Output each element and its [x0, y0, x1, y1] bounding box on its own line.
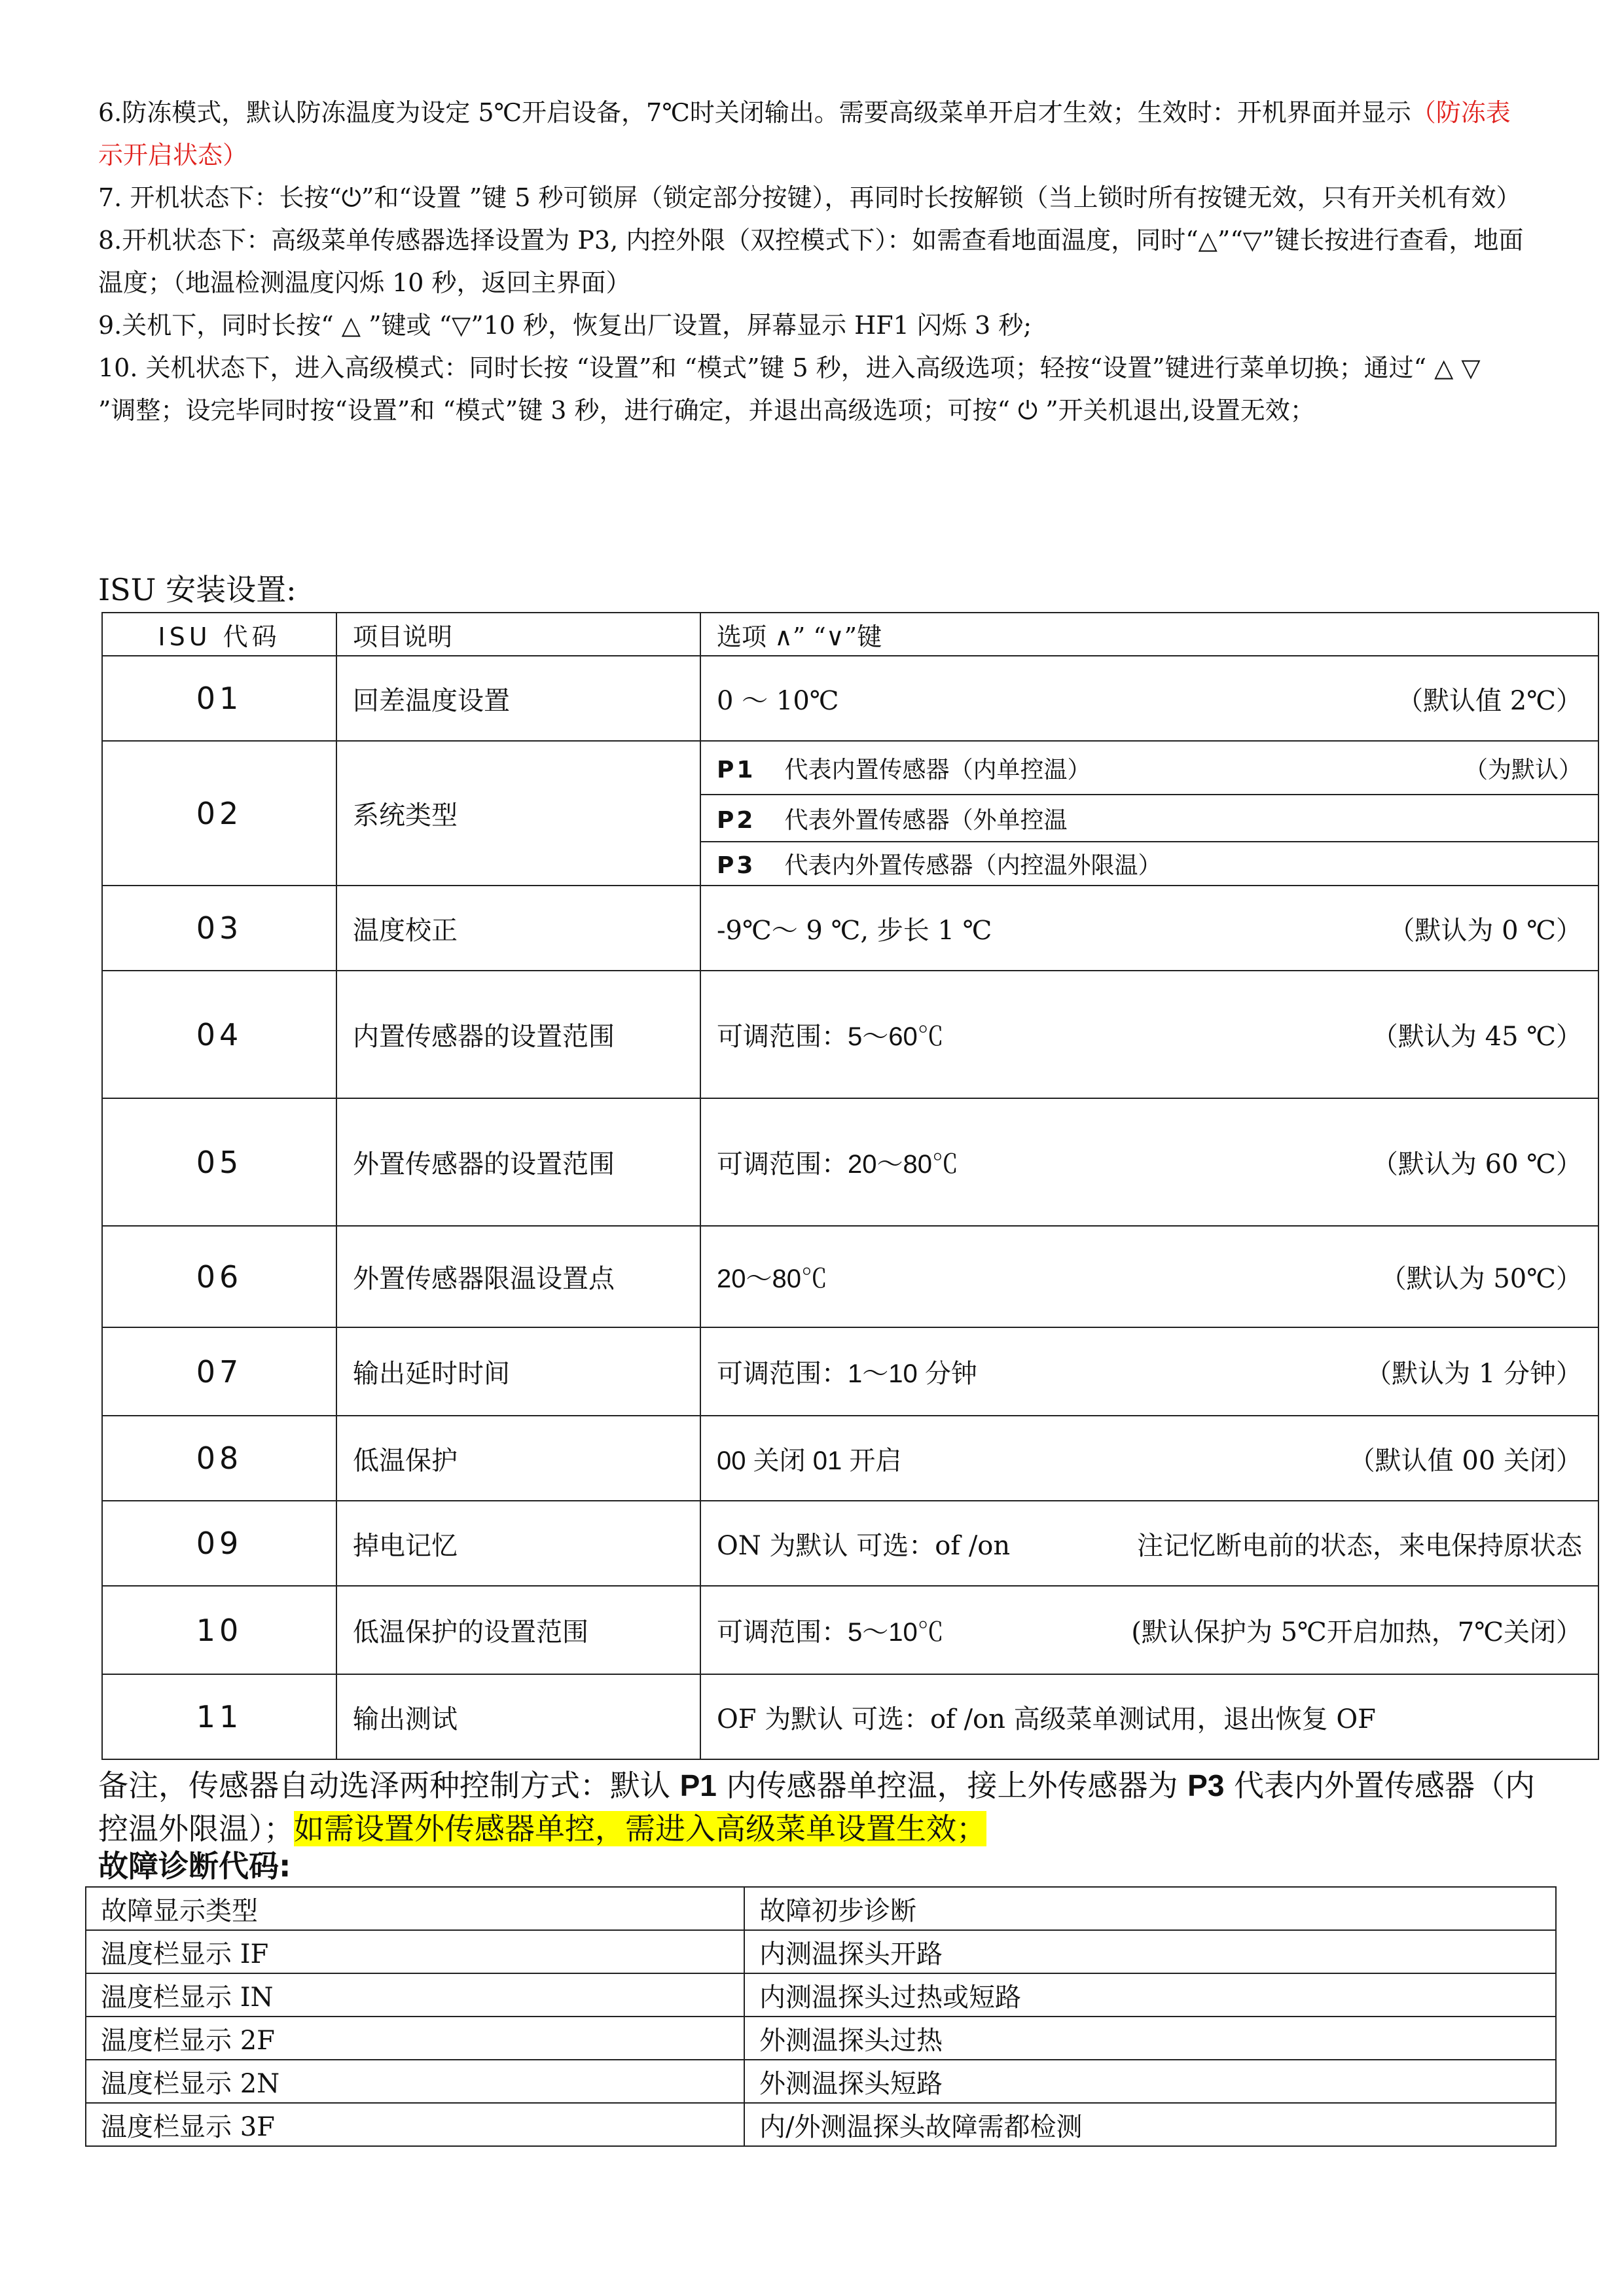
- option-default-text: （默认为 45 ℃）: [1371, 1022, 1582, 1052]
- isu-table-row: [102, 1226, 1598, 1327]
- isu-table-row: [102, 1098, 1598, 1226]
- fault-display-type: 温度栏显示 2F: [86, 2017, 744, 2060]
- option-default-text: （默认值 2℃）: [1397, 685, 1582, 716]
- system-type-option: [701, 742, 1598, 795]
- isu-code-cell: 03: [102, 886, 336, 971]
- fault-diagnosis: 外测温探头短路: [744, 2060, 1556, 2103]
- instruction-text: 7. 开机状态下：长按“⏻”和“设置 ”键 5 秒可锁屏（锁定部分按键），再同时长按解锁（当上锁时所有按键无效，只有开关机有效）: [98, 183, 1521, 212]
- fault-table-header: [86, 1887, 1556, 1930]
- remark-note: [98, 1764, 1538, 1850]
- option-range-text: OF 为默认 可选：of /on 高级菜单测试用，退出恢复 OF: [717, 1704, 1376, 1734]
- option-default-text: （默认值 00 关闭）: [1348, 1445, 1582, 1476]
- fault-header-type: 故障显示类型: [86, 1887, 744, 1930]
- fault-table-row: [86, 2017, 1556, 2060]
- option-default-text: 注记忆断电前的状态，来电保持原状态: [1137, 1530, 1582, 1561]
- system-type-option: [701, 795, 1598, 842]
- isu-options-cell: [700, 1098, 1598, 1226]
- option-default-text: (默认保护为 5℃开启加热，7℃关闭）: [1131, 1617, 1582, 1647]
- isu-description-cell: 低温保护的设置范围: [336, 1586, 700, 1674]
- fault-table-row: [86, 2060, 1556, 2103]
- header-options: 选项 ∧” “∨”键: [700, 613, 1598, 656]
- instruction-paragraph: [98, 92, 1525, 177]
- instruction-paragraph: [98, 347, 1525, 432]
- option-line: [717, 1143, 1582, 1181]
- option-left: [717, 751, 1091, 785]
- note-text: 代表内外置传感器（内控温外限温）；: [98, 1768, 1536, 1846]
- red-note-text: （防冻表示开启状态）: [98, 98, 1511, 170]
- isu-settings-table: [101, 612, 1599, 1760]
- isu-code-cell: 06: [102, 1226, 336, 1327]
- fault-table-row: [86, 1973, 1556, 2017]
- option-range-text: 20～80℃: [717, 1265, 827, 1293]
- isu-description-cell: 低温保护: [336, 1416, 700, 1501]
- option-range-text: 00 关闭 01 开启: [717, 1446, 902, 1475]
- isu-table-header: [102, 613, 1598, 656]
- fault-diagnosis: 内测温探头开路: [744, 1930, 1556, 1973]
- note-text: 内传感器单控温，接上外传感器为: [716, 1768, 1188, 1803]
- option-line: [717, 680, 1582, 717]
- fault-header-diagnosis: 故障初步诊断: [744, 1887, 1556, 1930]
- option-line: [717, 1698, 1582, 1736]
- isu-table-row: [102, 656, 1598, 741]
- option-left: [717, 802, 1067, 835]
- isu-code-cell: 01: [102, 656, 336, 741]
- fault-display-type: 温度栏显示 IN: [86, 1973, 744, 2017]
- isu-description-cell: 外置传感器限温设置点: [336, 1226, 700, 1327]
- fault-section-title: 故障诊断代码:: [98, 1848, 291, 1884]
- instruction-paragraph: [98, 177, 1525, 219]
- instruction-text: 10. 关机状态下，进入高级模式：同时长按 “设置”和 “模式”键 5 秒，进入高级选项；轻按“设置”键进行菜单切换；通过“ △ ▽ ”调整；设完毕同时按“设置”和 “模式”键 3 秒，进行确定，并退出高级选项；可按“ ⏻ ”开关机退出,设置无效；: [98, 353, 1481, 425]
- fault-display-type: 温度栏显示 2N: [86, 2060, 744, 2103]
- isu-table-row: [102, 1586, 1598, 1674]
- option-text: 代表内外置传感器（内控温外限温）: [784, 852, 1162, 879]
- isu-options-cell: [700, 741, 1598, 886]
- isu-description-cell: 温度校正: [336, 886, 700, 971]
- isu-options-cell: [700, 1674, 1598, 1759]
- option-text: 代表外置传感器（外单控温: [784, 806, 1068, 834]
- system-type-option: [701, 842, 1598, 885]
- isu-description-cell: 内置传感器的设置范围: [336, 971, 700, 1098]
- sensor-code-tag: P3: [717, 852, 756, 879]
- header-description: 项目说明: [336, 613, 700, 656]
- isu-description-cell: 输出测试: [336, 1674, 700, 1759]
- isu-options-cell: [700, 656, 1598, 741]
- sensor-code-tag: P2: [717, 806, 756, 834]
- option-range-text: -9℃～ 9 ℃, 步长 1 ℃: [717, 915, 992, 946]
- option-text: 代表内置传感器（内单控温）: [784, 756, 1091, 783]
- isu-description-cell: 系统类型: [336, 741, 700, 886]
- instructions-list: [98, 92, 1525, 432]
- isu-code-cell: 05: [102, 1098, 336, 1226]
- isu-options-cell: [700, 1327, 1598, 1416]
- isu-code-cell: 02: [102, 741, 336, 886]
- option-default-text: （默认为 1 分钟）: [1365, 1359, 1582, 1389]
- isu-description-cell: 回差温度设置: [336, 656, 700, 741]
- isu-code-cell: 09: [102, 1501, 336, 1586]
- option-line: [717, 1016, 1582, 1053]
- isu-code-cell: 04: [102, 971, 336, 1098]
- isu-options-cell: [700, 886, 1598, 971]
- option-line: [717, 1611, 1582, 1649]
- fault-diagnosis: 内/外测温探头故障需都检测: [744, 2103, 1556, 2146]
- option-range-text: 可调范围：5～60℃: [717, 1022, 944, 1051]
- isu-code-cell: 07: [102, 1327, 336, 1416]
- option-default-text: （默认为 0 ℃）: [1388, 915, 1582, 946]
- header-code: ISU 代码: [102, 613, 336, 656]
- option-range-text: 可调范围：1～10 分钟: [717, 1359, 977, 1388]
- sensor-code-tag: P1: [717, 756, 756, 783]
- fault-display-type: 温度栏显示 IF: [86, 1930, 744, 1973]
- option-range-text: 可调范围：20～80℃: [717, 1150, 958, 1179]
- fault-table-row: [86, 1930, 1556, 1973]
- isu-table-row: [102, 741, 1598, 886]
- instruction-text: 6.防冻模式，默认防冻温度为设定 5℃开启设备，7℃时关闭输出。需要高级菜单开启才生效；生效时：开机界面并显示: [98, 98, 1411, 127]
- isu-code-cell: 11: [102, 1674, 336, 1759]
- instruction-paragraph: [98, 219, 1525, 304]
- option-range-text: 可调范围：5～10℃: [717, 1618, 944, 1647]
- isu-table-row: [102, 1674, 1598, 1759]
- note-text: 备注，传感器自动选泽两种控制方式：默认: [98, 1768, 680, 1803]
- note-highlight: 如需设置外传感器单控，需进入高级菜单设置生效；: [294, 1811, 986, 1846]
- option-line: [717, 1258, 1582, 1295]
- isu-description-cell: 外置传感器的设置范围: [336, 1098, 700, 1226]
- instruction-text: 8.开机状态下：高级菜单传感器选择设置为 P3, 内控外限（双控模式下）：如需查看地面温度，同时“△”“▽”键长按进行查看，地面温度；（地温检测温度闪烁 10 秒，返回主界面）: [98, 226, 1524, 297]
- instruction-text: 9.关机下，同时长按“ △ ”键或 “▽”10 秒，恢复出厂设置，屏幕显示 HF1 闪烁 3 秒;: [98, 311, 1032, 340]
- instruction-paragraph: [98, 304, 1525, 347]
- isu-table-row: [102, 971, 1598, 1098]
- option-default-text: （默认为 50℃）: [1380, 1264, 1582, 1294]
- isu-table-row: [102, 1416, 1598, 1501]
- isu-description-cell: 掉电记忆: [336, 1501, 700, 1586]
- fault-table-row: [86, 2103, 1556, 2146]
- option-line: [717, 1525, 1582, 1562]
- option-left: [717, 847, 1161, 880]
- isu-code-cell: 08: [102, 1416, 336, 1501]
- option-range-text: 0 ～ 10℃: [717, 685, 839, 716]
- isu-description-cell: 输出延时时间: [336, 1327, 700, 1416]
- isu-table-row: [102, 886, 1598, 971]
- isu-table-row: [102, 1501, 1598, 1586]
- option-range-text: ON 为默认 可选：of /on: [717, 1530, 1011, 1561]
- option-line: [717, 910, 1582, 947]
- fault-diagnosis: 外测温探头过热: [744, 2017, 1556, 2060]
- option-line: [717, 1353, 1582, 1390]
- fault-display-type: 温度栏显示 3F: [86, 2103, 744, 2146]
- fault-diagnosis: 内测温探头过热或短路: [744, 1973, 1556, 2017]
- fault-diagnosis-table: [85, 1886, 1557, 2147]
- isu-section-title: ISU 安装设置:: [98, 572, 297, 607]
- isu-options-cell: [700, 971, 1598, 1098]
- isu-options-cell: [700, 1416, 1598, 1501]
- note-bold-p3: P3: [1187, 1768, 1225, 1803]
- isu-options-cell: [700, 1586, 1598, 1674]
- option-line: [717, 1440, 1582, 1477]
- isu-options-cell: [700, 1226, 1598, 1327]
- isu-code-cell: 10: [102, 1586, 336, 1674]
- option-default-text: （默认为 60 ℃）: [1371, 1149, 1582, 1179]
- isu-table-row: [102, 1327, 1598, 1416]
- option-default: （为默认）: [1464, 756, 1582, 783]
- isu-options-cell: [700, 1501, 1598, 1586]
- note-bold-p1: P1: [679, 1768, 717, 1803]
